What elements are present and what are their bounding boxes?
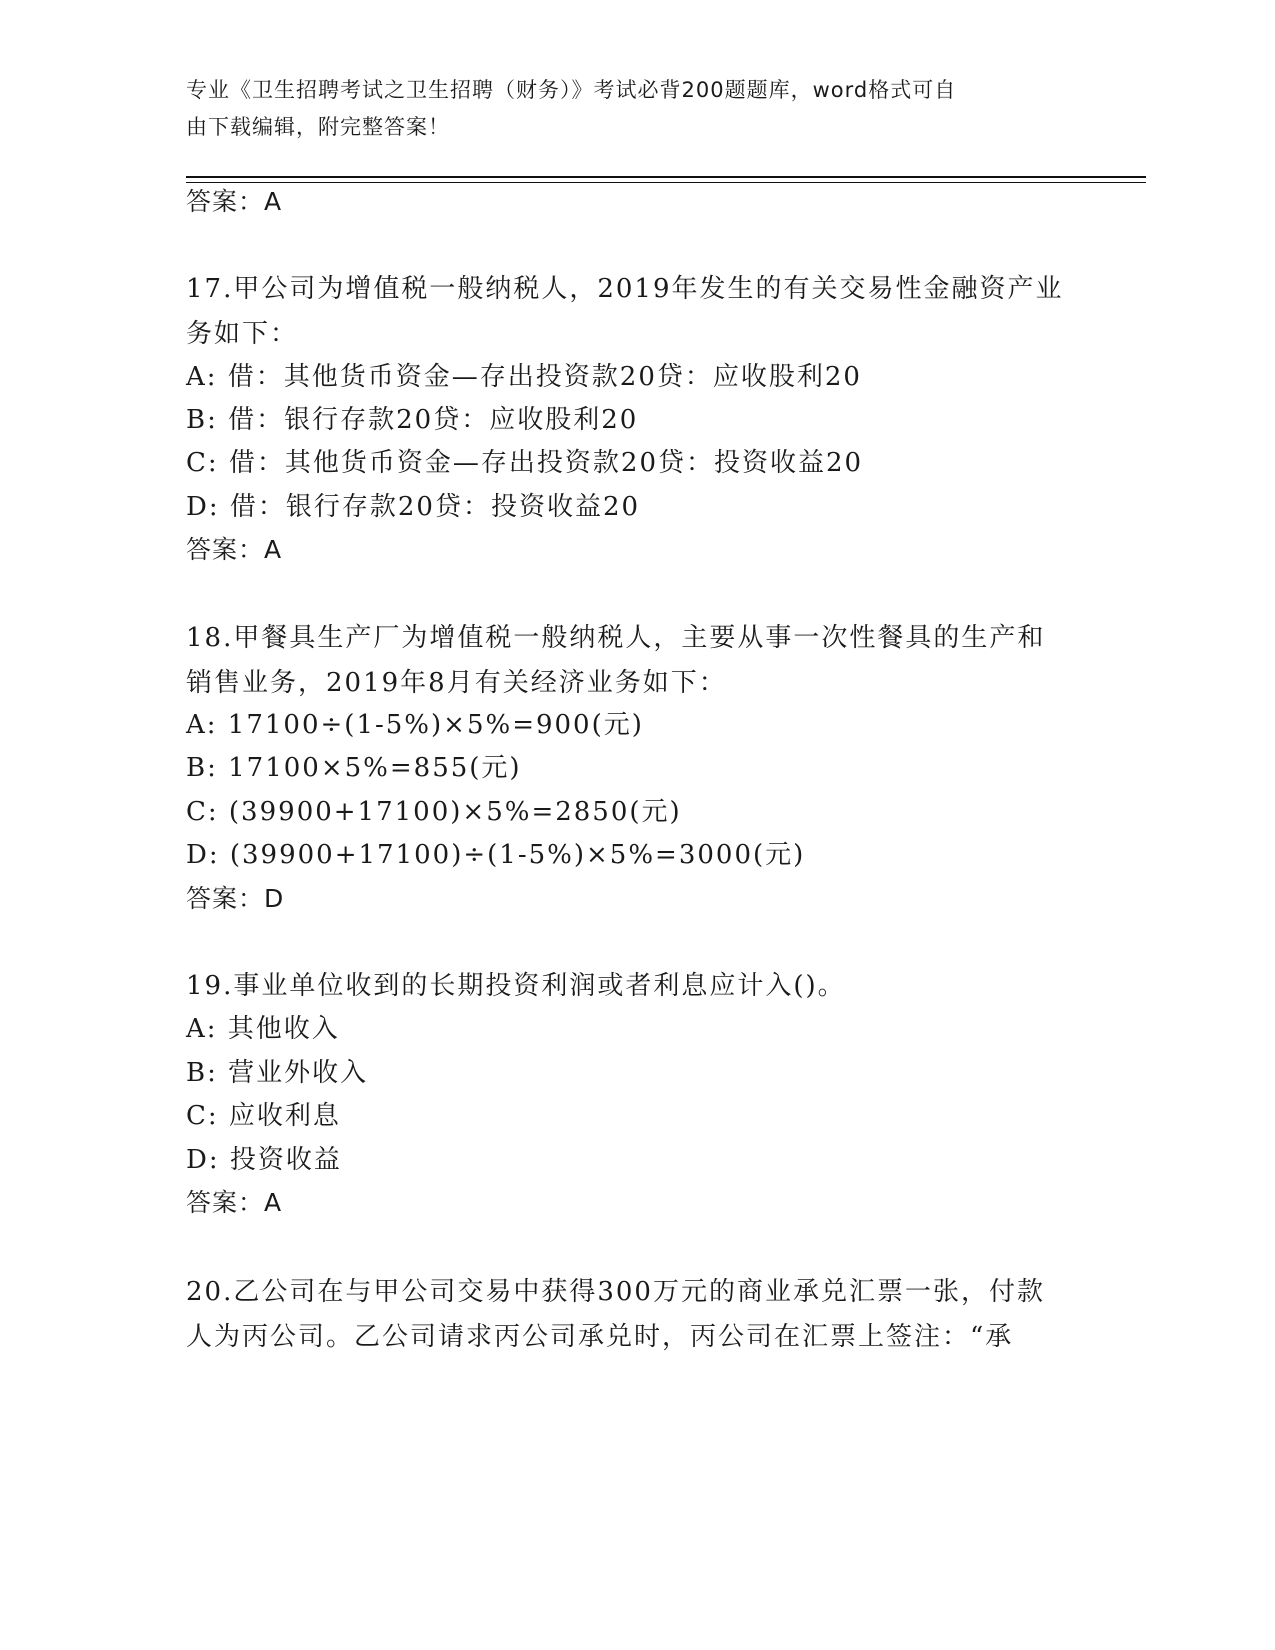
- question-19-option-d: D: 投资收益: [186, 1145, 342, 1175]
- question-20-stem: [186, 1270, 1086, 1360]
- header-line-1: 专业《卫生招聘考试之卫生招聘（财务）》考试必背200题题库，word格式可自: [186, 78, 957, 102]
- question-stem-line: 19.事业单位收到的长期投资利润或者利息应计入()。: [186, 971, 846, 1001]
- question-stem-line: 人为丙公司。乙公司请求丙公司承兑时，丙公司在汇票上签注：“承: [186, 1322, 1014, 1352]
- question-stem-line: 销售业务，2019年8月有关经济业务如下：: [186, 668, 727, 698]
- question-stem-line: 17.甲公司为增值税一般纳税人，2019年发生的有关交易性金融资产业: [186, 274, 1064, 304]
- question-19-option-a: A: 其他收入: [186, 1014, 340, 1044]
- document-header: [186, 72, 1066, 146]
- header-line-2: 由下载编辑，附完整答案！: [186, 115, 450, 139]
- question-stem-line: 务如下：: [186, 319, 299, 349]
- question-18-option-d: D: (39900+17100)÷(1-5%)×5%=3000(元): [186, 840, 806, 870]
- question-18-option-b: B: 17100×5%=855(元): [186, 753, 522, 783]
- question-18-answer: 答案：D: [186, 884, 285, 913]
- question-19-option-b: B: 营业外收入: [186, 1058, 369, 1088]
- question-18-stem: [186, 616, 1086, 706]
- question-17-answer: 答案：A: [186, 535, 283, 564]
- header-divider: [186, 176, 1146, 178]
- question-19-stem: [186, 964, 1086, 1009]
- question-17-option-b: B: 借：银行存款20贷：应收股利20: [186, 405, 639, 435]
- question-19-option-c: C: 应收利息: [186, 1101, 341, 1131]
- question-17-stem: [186, 267, 1086, 357]
- question-17-option-c: C: 借：其他货币资金—存出投资款20贷：投资收益20: [186, 448, 864, 478]
- question-19-answer: 答案：A: [186, 1188, 283, 1217]
- header-divider-thin: [186, 182, 1146, 183]
- answer-label: 答案：A: [186, 187, 283, 216]
- question-stem-line: 18.甲餐具生产厂为增值税一般纳税人，主要从事一次性餐具的生产和: [186, 623, 1046, 653]
- question-17-option-d: D: 借：银行存款20贷：投资收益20: [186, 492, 641, 522]
- question-stem-line: 20.乙公司在与甲公司交易中获得300万元的商业承兑汇票一张，付款: [186, 1277, 1045, 1307]
- question-18-option-c: C: (39900+17100)×5%=2850(元): [186, 797, 682, 827]
- question-17-option-a: A: 借：其他货币资金—存出投资款20贷：应收股利20: [186, 362, 862, 392]
- question-18-option-a: A: 17100÷(1-5%)×5%=900(元): [186, 710, 644, 740]
